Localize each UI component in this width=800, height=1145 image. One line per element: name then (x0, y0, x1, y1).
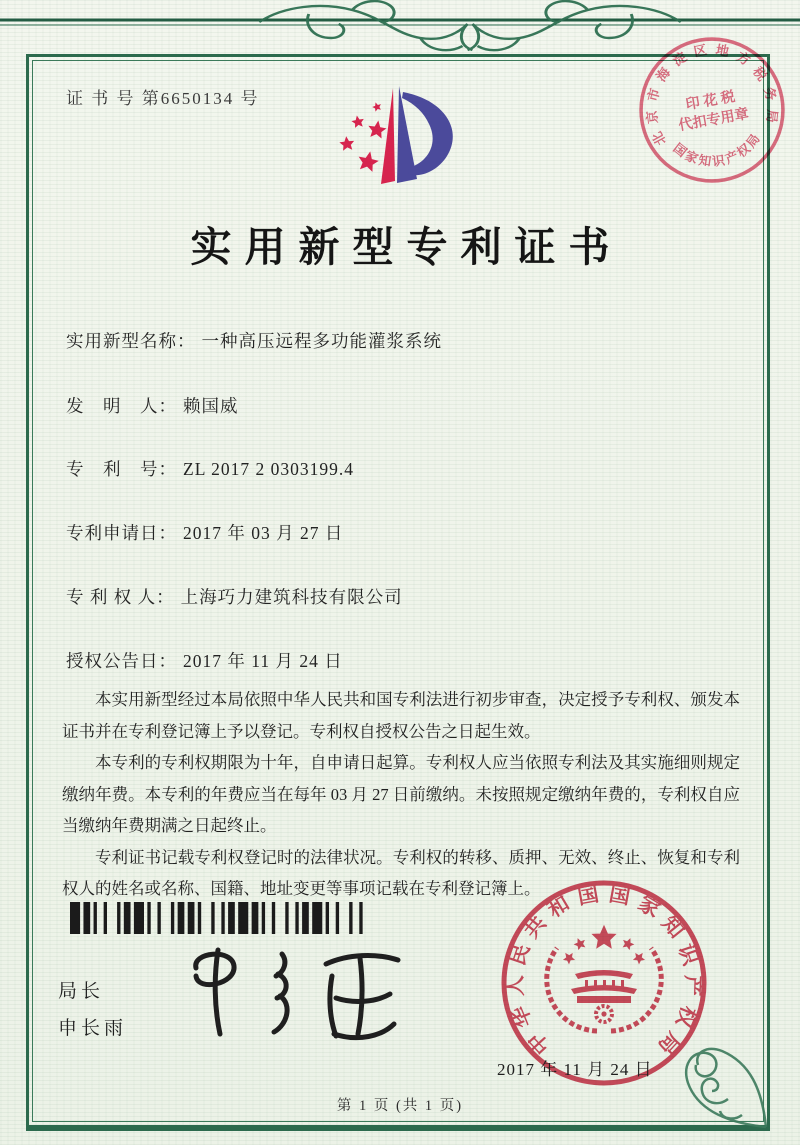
field-label: 发 明 人： (66, 396, 177, 416)
field-value: 上海巧力建筑科技有限公司 (180, 587, 403, 607)
cnipa-logo-icon (325, 82, 475, 200)
handwritten-signature (180, 936, 430, 1051)
field-label: 专利申请日： (66, 523, 177, 543)
field-row-patent-no (66, 456, 354, 481)
certificate-title: 实用新型专利证书 (190, 224, 623, 270)
logo-red-triangle (381, 88, 395, 184)
signer-name: 申长雨 (58, 1018, 128, 1039)
field-row-grant-date (66, 648, 343, 673)
tax-seal-arc-top-text: 北京市海淀区地方税务局 (643, 42, 781, 148)
field-row-name (66, 328, 442, 353)
tax-seal-arc-top-container (632, 31, 785, 149)
barcode (70, 902, 366, 934)
field-value: 2017 年 11 月 24 日 (183, 651, 343, 671)
field-label: 专 利 号： (66, 459, 177, 479)
seal-date: 2017 年 11 月 24 日 (497, 1060, 653, 1079)
field-value: 2017 年 03 月 27 日 (183, 523, 344, 543)
tax-seal-center-line1: 印 花 税 (684, 88, 737, 114)
field-row-filing-date (66, 520, 343, 545)
legal-paragraph: 本实用新型经过本局依照中华人民共和国专利法进行初步审查，决定授予专利权、颁发本证书并在专利登记簿上予以登记。专利权自授权公告之日起生效。 (62, 690, 740, 741)
signer-title: 局长 (58, 981, 105, 1002)
field-label: 专 利 权 人： (66, 587, 175, 607)
footer-page-number: 第 1 页 (共 1 页) (336, 1098, 464, 1114)
stamp-tax-seal (624, 22, 800, 198)
field-value: ZL 2017 2 0303199.4 (183, 459, 354, 479)
tax-seal-arc-bottom-text: 国家知识产权局 (670, 131, 763, 169)
legal-text-block (62, 684, 740, 905)
logo-stars (339, 101, 388, 173)
legal-paragraph: 本专利的专利权期限为十年，自申请日起算。专利权人应当依照专利法及其实施细则规定缴纳年费。本专利的年费应当在每年 03 月 27 日前缴纳。未按照规定缴纳年费的，专利权自应当缴纳年费期满之日起终止。 (62, 753, 740, 835)
field-row-patentee (66, 584, 403, 609)
legal-paragraph: 专利证书记载专利权登记时的法律状况。专利权的转移、质押、无效、终止、恢复和专利权人的姓名或名称、国籍、地址变更等事项记载在专利登记簿上。 (62, 847, 740, 898)
field-value: 赖国威 (183, 396, 239, 416)
field-label: 授权公告日： (66, 651, 177, 671)
field-label: 实用新型名称： (66, 331, 196, 351)
tax-seal-center-line2: 代扣专用章 (677, 106, 751, 135)
field-row-inventor (66, 393, 239, 418)
certificate-number: 证 书 号 第6650134 号 (66, 89, 260, 108)
field-value: 一种高压远程多功能灌浆系统 (201, 331, 442, 351)
seal-arc-text: 中华人民共和国国家知识产权局 (502, 881, 706, 1060)
national-emblem-icon (547, 926, 662, 1031)
